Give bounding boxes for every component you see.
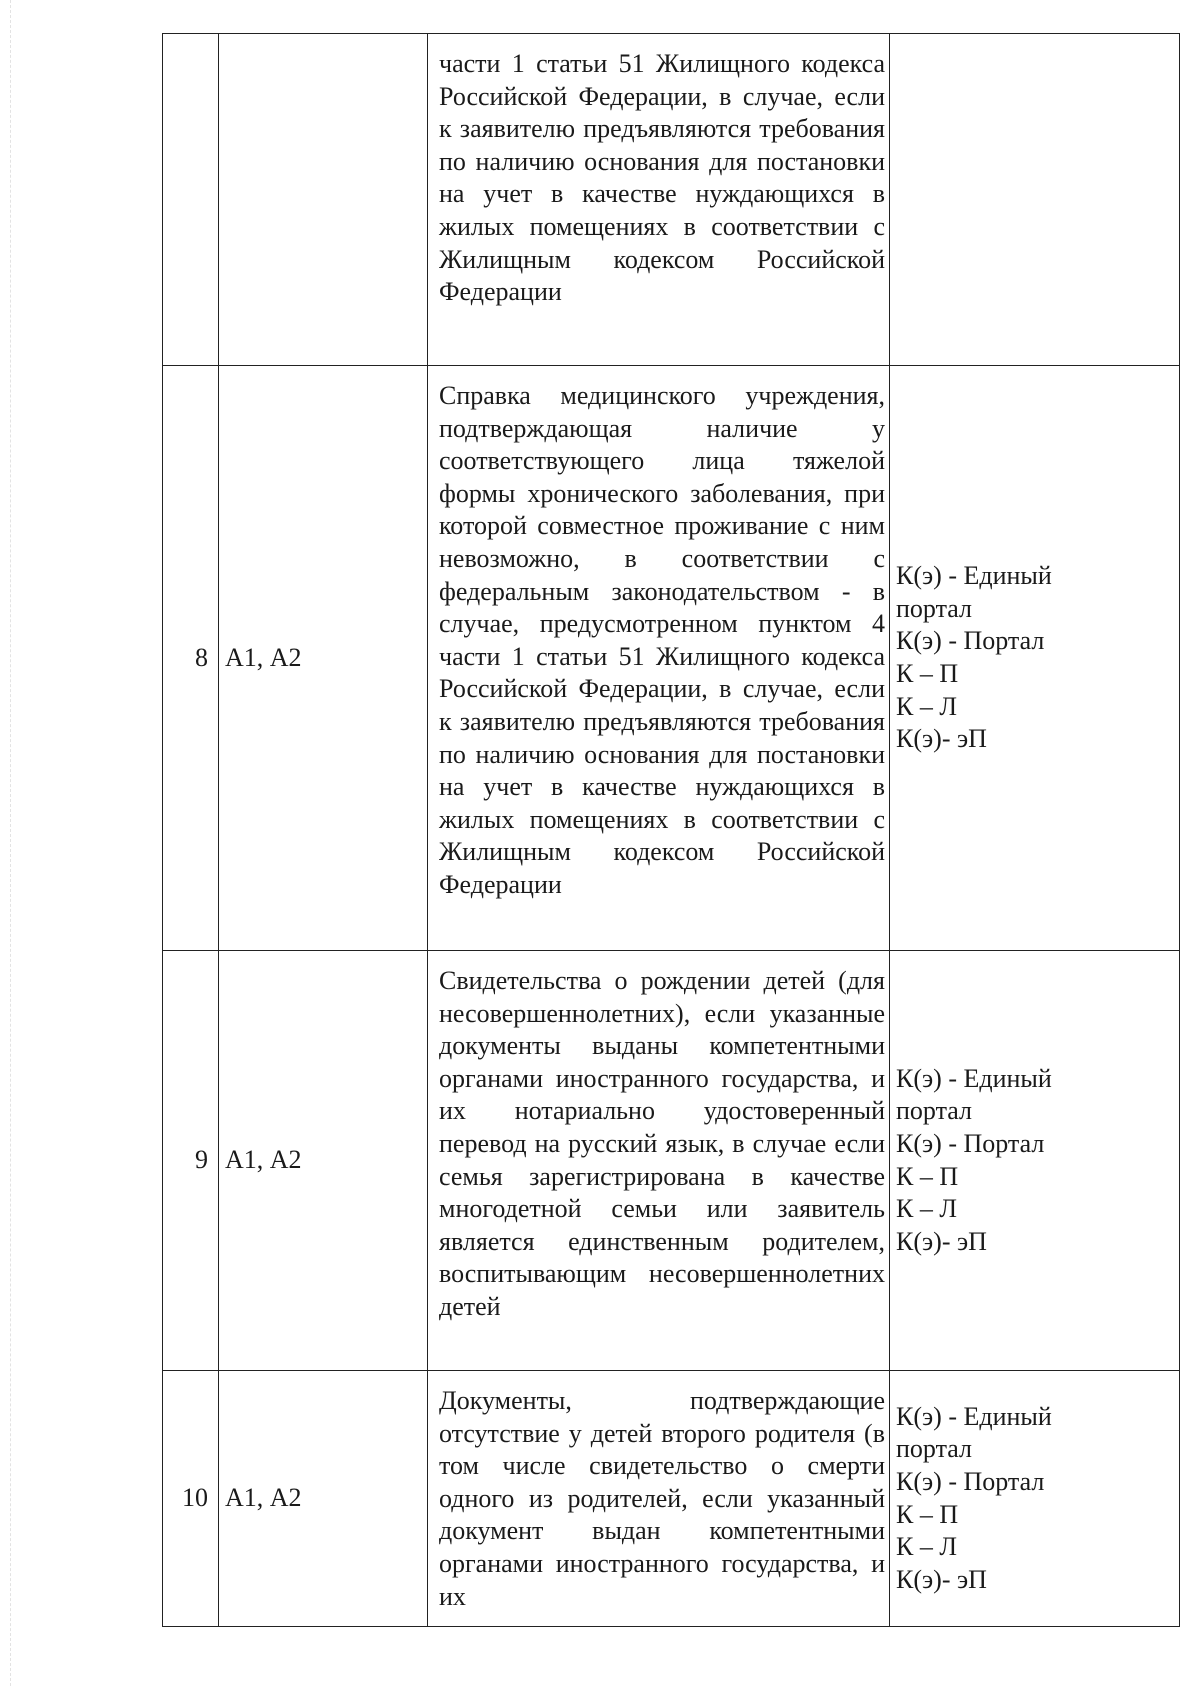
submission-method: К(э) - Портал	[896, 1128, 1045, 1158]
table-row	[163, 366, 1180, 951]
submission-method: К – Л	[896, 1532, 957, 1562]
row-document-description	[428, 951, 890, 1371]
row-document-description	[428, 34, 890, 366]
row-number	[163, 34, 219, 366]
row-applicants: А1, А2	[219, 366, 428, 951]
row-submission-methods	[890, 366, 1180, 951]
submission-method: портал	[896, 593, 972, 623]
table-row	[163, 1371, 1180, 1627]
submission-method: К(э) - Портал	[896, 1466, 1045, 1496]
table-row	[163, 34, 1180, 366]
row-applicants	[219, 34, 428, 366]
submission-method: К – П	[896, 1161, 959, 1191]
row-submission-methods	[890, 34, 1180, 366]
document-text: Документы, подтверждающие отсутствие у детей второго родителя (в том числе свидетельство о смерти одного из родителей, если указанный документ выдан компетентными органами иностранного государства, и их	[439, 1386, 885, 1611]
submission-method: К(э)- эП	[896, 1226, 987, 1256]
submission-method: К(э) - Портал	[896, 626, 1045, 656]
submission-method: портал	[896, 1434, 972, 1464]
document-text: Справка медицинского учреждения, подтверждающая наличие у соответствующего лица тяжелой формы хронического заболевания, при которой совместное проживание с ним невозможно, в соответствии с федеральным законодательством - в случае, предусмотренном пунктом 4 части 1 статьи 51 Жилищного кодекса Российской Федерации, в случае, если к заявителю предъявляются требования по наличию основания для постановки на учет в качестве нуждающихся в жилых помещениях в соответствии с Жилищным кодексом Российской Федерации	[439, 381, 885, 899]
row-number: 9	[163, 951, 219, 1371]
scan-edge-line	[10, 0, 12, 1686]
document-text: части 1 статьи 51 Жилищного кодекса Российской Федерации, в случае, если к заявителю предъявляются требования по наличию основания для постановки на учет в качестве нуждающихся в жилых помещениях в соответствии с Жилищным кодексом Российской Федерации	[439, 49, 885, 307]
row-submission-methods	[890, 951, 1180, 1371]
submission-method: К(э)- эП	[896, 724, 987, 754]
row-document-description	[428, 1371, 890, 1627]
row-number: 8	[163, 366, 219, 951]
row-number: 10	[163, 1371, 219, 1627]
submission-method: К(э) - Единый	[896, 1401, 1052, 1431]
submission-method: К – Л	[896, 691, 957, 721]
submission-method: К – П	[896, 659, 959, 688]
documents-table	[162, 33, 1180, 1627]
submission-method: К – Л	[896, 1194, 957, 1224]
document-text: Свидетельства о рождении детей (для несовершеннолетних), если указанные документы выданы компетентными органами иностранного государства, и их нотариально удостоверенный перевод на русский язык, в случае если семья зарегистрирована в качестве многодетной семьи или заявитель является единственным родителем, воспитывающим несовершеннолетних детей	[439, 966, 885, 1321]
row-applicants: А1, А2	[219, 1371, 428, 1627]
submission-method: портал	[896, 1096, 972, 1126]
row-document-description	[428, 366, 890, 951]
row-submission-methods	[890, 1371, 1180, 1627]
table-row	[163, 951, 1180, 1371]
row-applicants: А1, А2	[219, 951, 428, 1371]
submission-method: К(э) - Единый	[896, 561, 1052, 591]
submission-method: К – П	[896, 1499, 959, 1529]
submission-method: К(э) - Единый	[896, 1063, 1052, 1093]
submission-method: К(э)- эП	[896, 1564, 987, 1594]
